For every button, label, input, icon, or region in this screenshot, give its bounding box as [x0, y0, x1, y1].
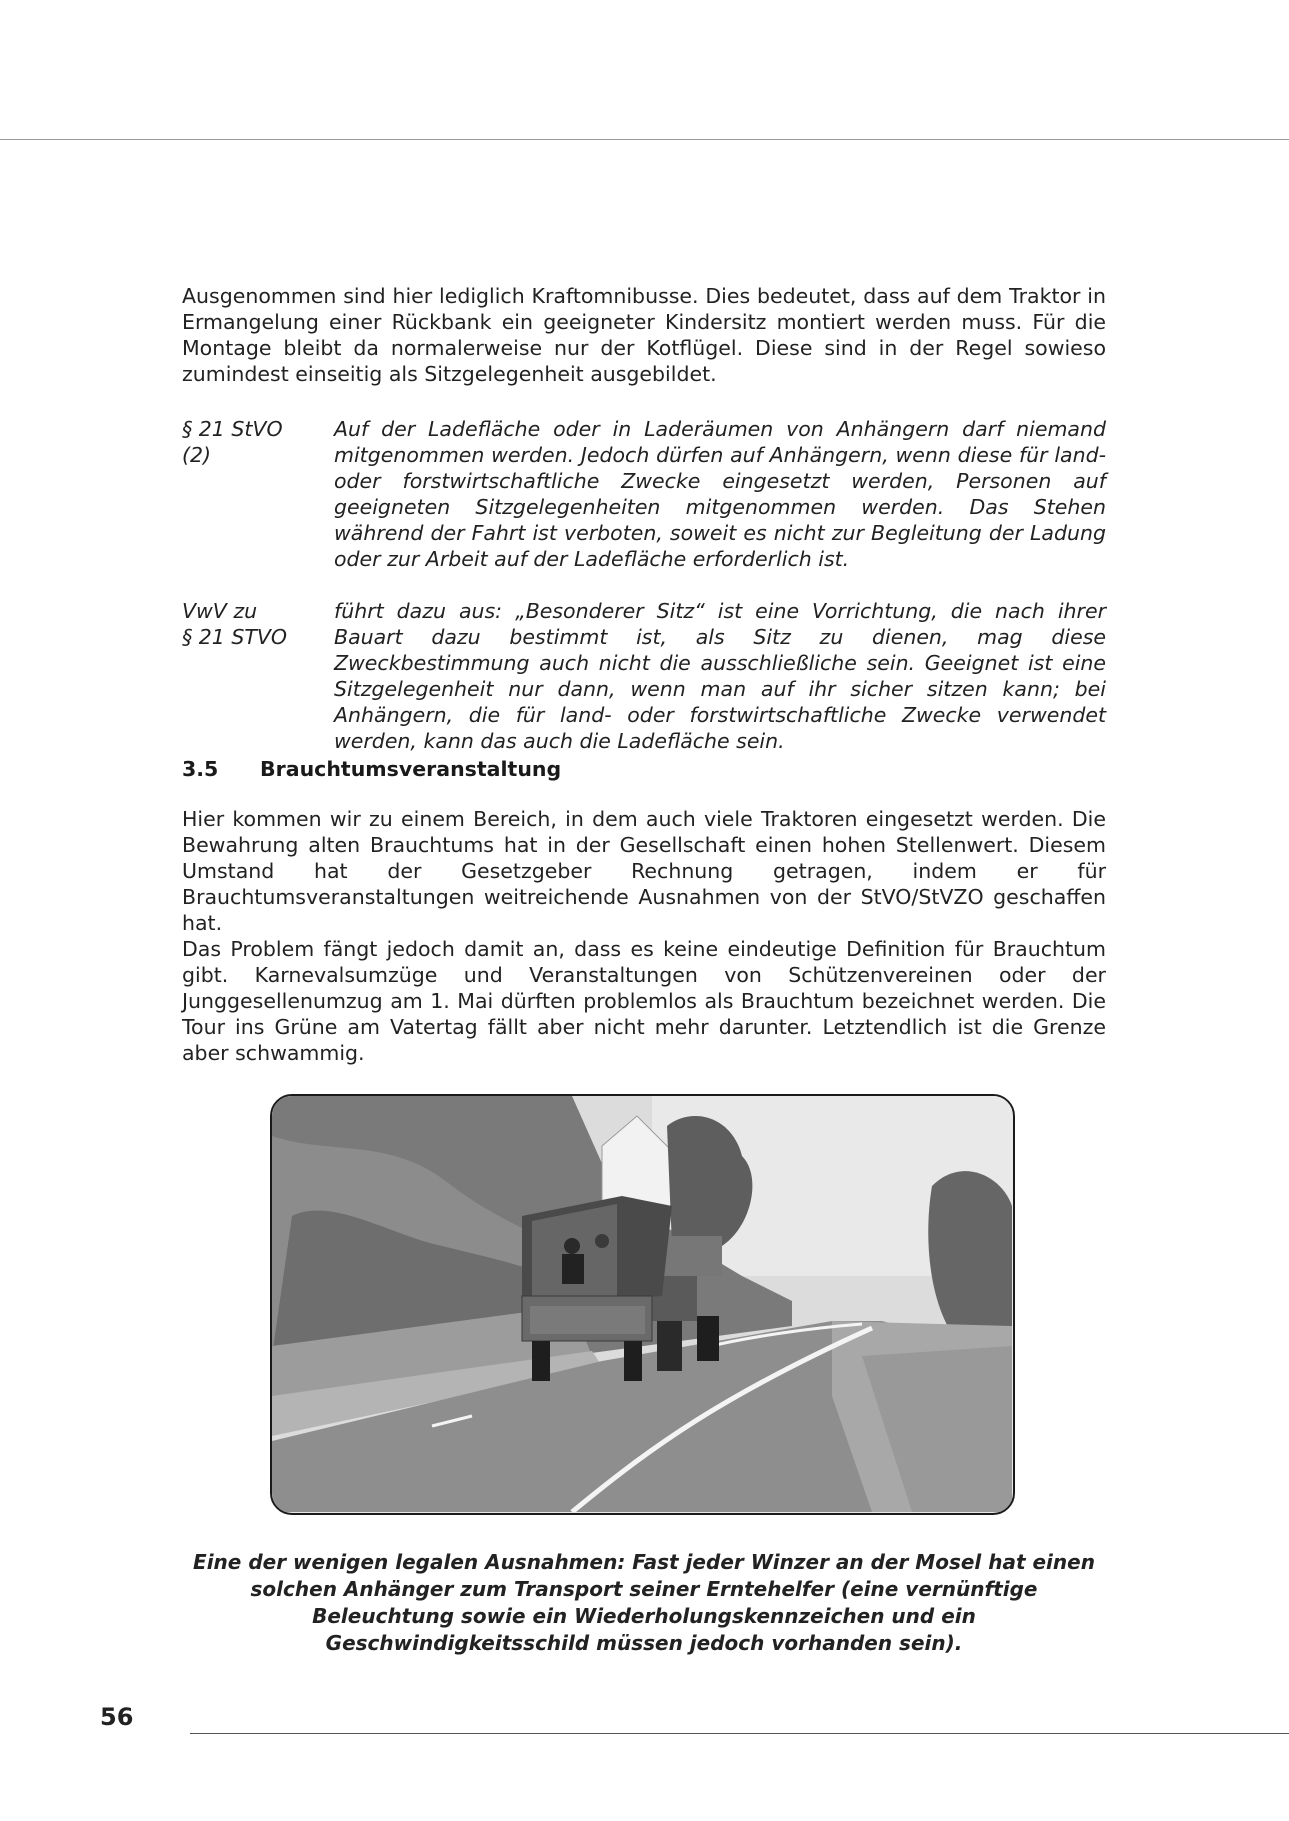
photo-illustration: [272, 1096, 1012, 1512]
photo-tractor-trailer-road: [270, 1094, 1015, 1515]
photo-caption: Eine der wenigen legalen Ausnahmen: Fast jeder Winzer an der Mosel hat einen solchen Anhänger zum Transport seiner Erntehelfer (eine vernünftige Beleuchtung sowie ein Wiederholungskennzeichen und ein Geschwindigkeitsschild müssen jedoch vorhanden sein).: [193, 1550, 1095, 1655]
intro-paragraph: Ausgenommen sind hier lediglich Kraftomnibusse. Dies bedeutet, dass auf dem Traktor in Ermangelung einer Rückbank ein geeigneter Kindersitz montiert werden muss. Für die Montage bleibt da normalerweise nur der Kotflügel. Diese sind in der Regel sowieso zumindest einseitig als Sitzgelegenheit ausgebildet.: [182, 284, 1106, 386]
section-heading: [182, 757, 561, 781]
law-reference-stvo: [182, 416, 322, 468]
section-title: Brauchtumsveranstaltung: [260, 757, 562, 781]
law-text-vwv: führt dazu aus: „Besonderer Sitz“ ist eine Vorrichtung, die nach ihrer Bauart dazu bestimmt ist, als Sitz zu dienen, mag diese Zweckbestimmung auch nicht die ausschließliche sein. Geeignet ist eine Sitzgelegenheit nur dann, wenn man auf ihr sicher sitzen kann; bei Anhängern, die für land- oder forstwirtschaftliche Zwecke verwendet werden, kann das auch die Ladefläche sein.: [334, 599, 1106, 753]
law-reference-line: § 21 StVO: [182, 417, 283, 441]
footer-rule: [190, 1733, 1289, 1734]
law-reference-line: (2): [182, 443, 212, 467]
law-text-stvo: Auf der Ladefläche oder in Laderäumen von Anhängern darf niemand mitgenommen werden. Jedoch dürfen auf Anhängern, wenn diese für land- oder forstwirtschaftliche Zwecke eingesetzt werden, Personen auf geeigneten Sitzgelegenheiten mitgenommen werden. Das Stehen während der Fahrt ist verboten, soweit es nicht zur Begleitung der Ladung oder zur Arbeit auf der Ladefläche erforderlich ist.: [334, 417, 1106, 571]
law-reference-vwv: [182, 598, 322, 650]
law-reference-line: VwV zu: [182, 599, 258, 623]
header-rule: [0, 139, 1289, 140]
law-reference-line: § 21 STVO: [182, 625, 288, 649]
section-paragraph: Hier kommen wir zu einem Bereich, in dem auch viele Traktoren eingesetzt werden. Die Bewahrung alten Brauchtums hat in der Gesellschaft einen hohen Stellenwert. Diesem Umstand hat der Gesetzgeber Rechnung getragen, indem er für Brauchtumsveranstaltungen weitreichende Ausnahmen von der StVO/StVZO geschaffen hat.: [182, 807, 1106, 935]
section-paragraph: Das Problem fängt jedoch damit an, dass es keine eindeutige Definition für Brauchtum gibt. Karnevalsumzüge und Veranstaltungen von Schützenvereinen oder der Junggesellenumzug am 1. Mai dürften problemlos als Brauchtum bezeichnet werden. Die Tour ins Grüne am Vatertag fällt aber nicht mehr darunter. Letztendlich ist die Grenze aber schwammig.: [182, 937, 1106, 1065]
page-number: 56: [100, 1703, 134, 1731]
section-number: 3.5: [182, 757, 219, 781]
